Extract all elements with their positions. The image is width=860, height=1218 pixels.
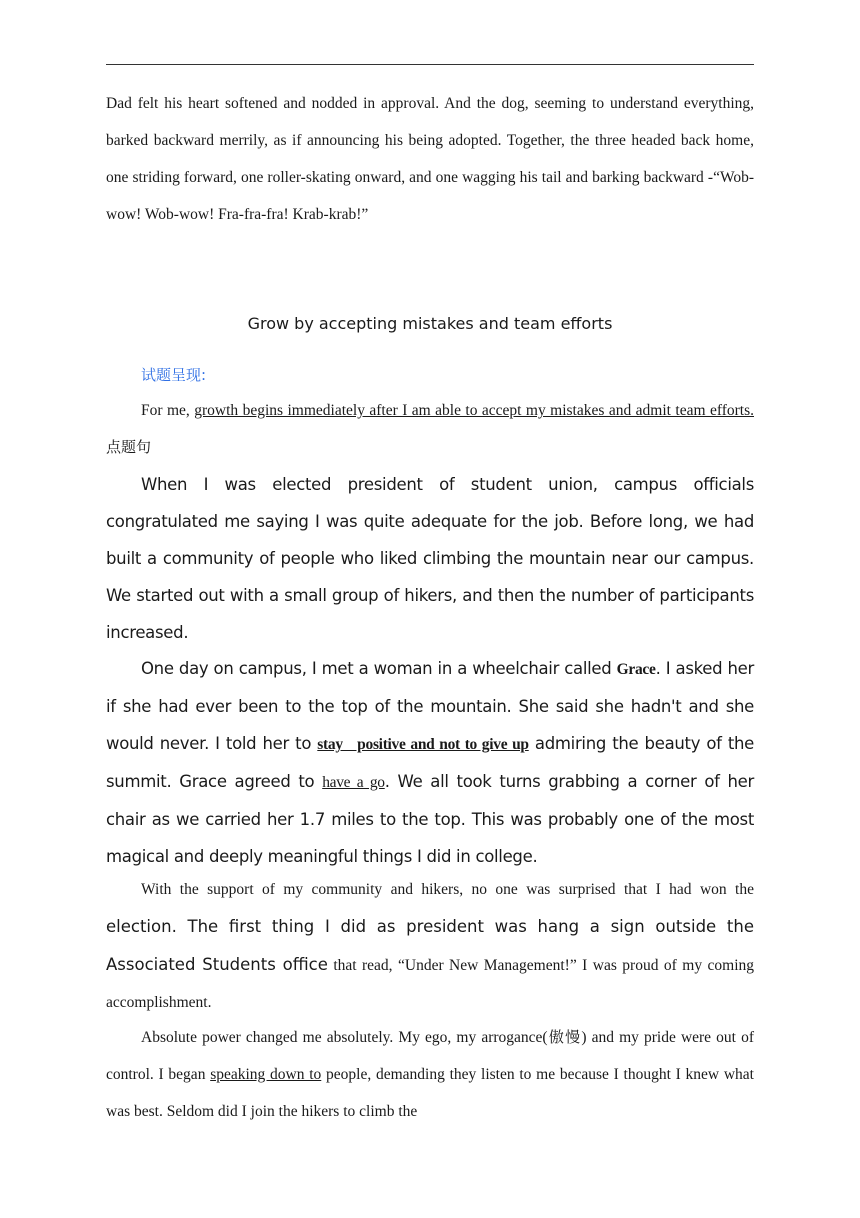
header-rule (106, 64, 754, 65)
story-ending-text: Dad felt his heart softened and nodded in approval. And the dog, seeming to understand everything, barked backward merrily, as if announcing his being adopted. Together, the three headed back home, one striding forward, one roller-skating onward, and one wagging his tail and barking backward -“Wob-wow! Wob-wow! Fra-fra-fra! Krab-krab!” (106, 95, 754, 223)
paragraph-won-election (106, 871, 754, 1021)
phrase-have-a-go: have a go (322, 774, 385, 791)
won-text-2: election. The first thing I did as president was hang a sign outside the Associated Students office (106, 917, 754, 974)
essay-title: Grow by accepting mistakes and team efforts (247, 314, 613, 333)
story-ending-paragraph (106, 85, 754, 233)
thesis-pre: For me, (141, 402, 195, 419)
phrase-stay-positive: stay positive and not to give up (317, 736, 529, 753)
paragraph-election-text: When I was elected president of student union, campus officials congratulated me saying I was quite adequate for the job. Before long, we had built a community of people who liked climbing the mountain near our campus. We started out with a small group of hikers, and then the number of participants increased. (106, 475, 754, 642)
power-text-1: Absolute power changed me absolutely. My ego, my arrogance( (141, 1029, 548, 1046)
grace-text-1: One day on campus, I met a woman in a wheelchair called (141, 659, 617, 678)
thesis-sentence: growth begins immediately after I am able to accept my mistakes and admit team efforts. (194, 402, 754, 419)
paragraph-grace (106, 650, 754, 875)
grace-text-3: admiring the beauty of the summit. Grace agreed to (106, 734, 754, 791)
power-text-2: ) and my pride were out of control. I began (106, 1029, 755, 1083)
paragraph-election (106, 466, 754, 651)
paragraph-absolute-power (106, 1019, 754, 1130)
grace-name: Grace (616, 661, 656, 678)
grace-text-4: . We all took turns grabbing a corner of her chair as we carried her 1.7 miles to the top. This was probably one of the most magical and deeply meaningful things I did in college. (106, 772, 754, 866)
won-text-3: that read, “Under New Management!” I was proud of my coming accomplishment. (106, 957, 755, 1011)
grace-text-2: . I asked her if she had ever been to the top of the mountain. She said she hadn't and she would never. I told her to (106, 659, 755, 753)
arrogance-cjk: 傲慢 (547, 1028, 582, 1046)
won-text-1: With the support of my community and hikers, no one was surprised that I had won the (141, 881, 754, 898)
section-label: 试题呈现: (141, 366, 207, 384)
power-text-3: people, demanding they listen to me because I thought I knew what was best. Seldom did I join the hikers to climb the (106, 1066, 754, 1120)
thesis-paragraph (106, 392, 754, 466)
phrase-speaking-down: speaking down to (210, 1066, 322, 1083)
thesis-note: 点题句 (106, 438, 152, 456)
